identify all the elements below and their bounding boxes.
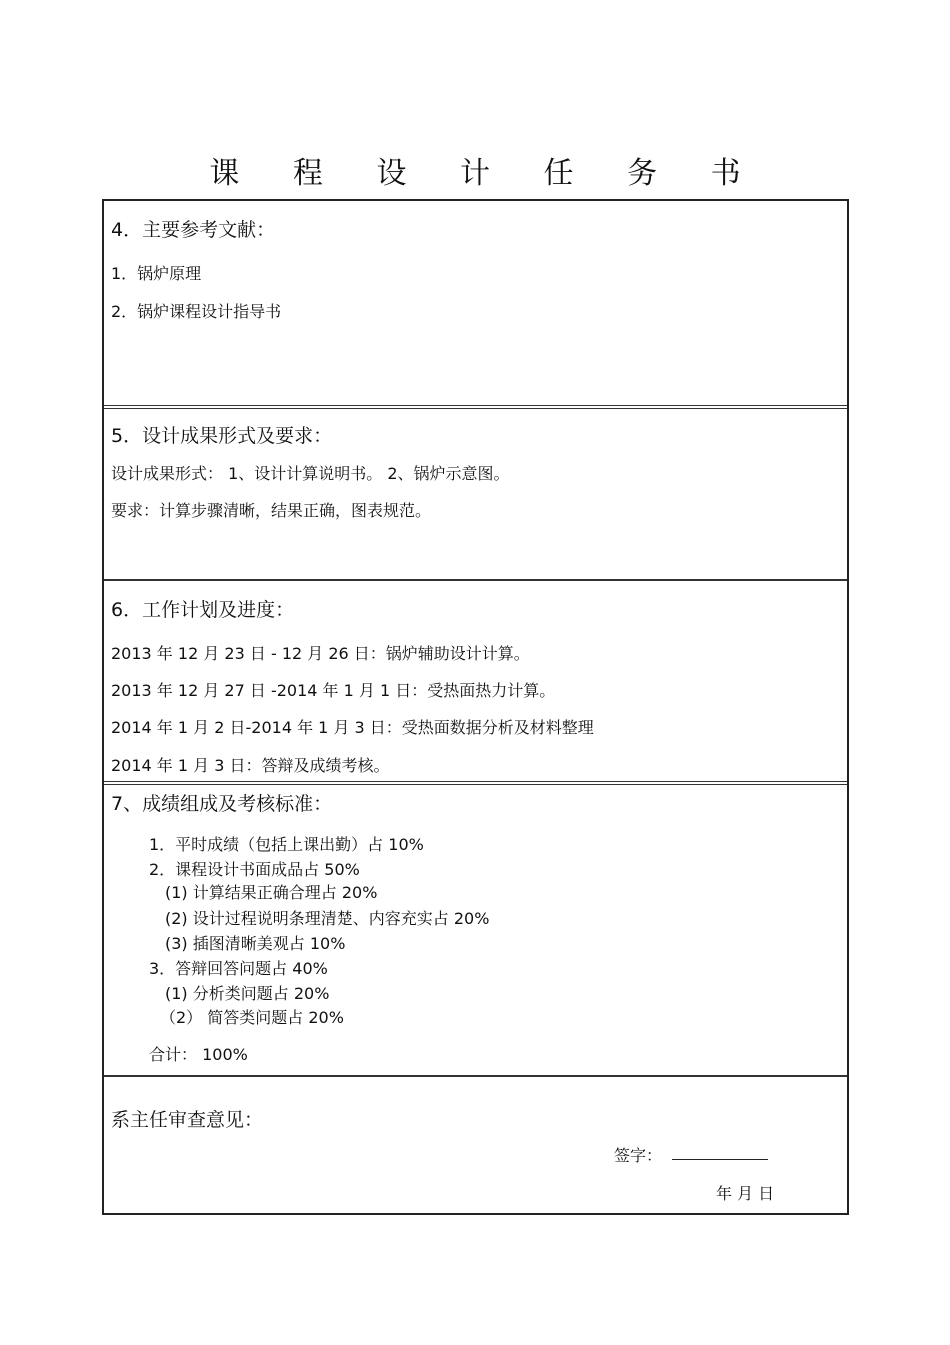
grading-item: 3．答辩回答问题占 40% [149,959,328,978]
grading-subitem: (1) 计算结果正确合理占 20% [165,883,378,902]
section-heading: 5．设计成果形式及要求： [111,425,333,447]
deliverable-requirements: 要求：计算步骤清晰，结果正确，图表规范。 [111,501,432,520]
section-heading: 4．主要参考文献： [111,219,276,241]
schedule-item: 2014 年 1 月 3 日：答辩及成绩考核。 [111,756,390,775]
section-references [104,201,847,406]
schedule-item: 2013 年 12 月 23 日 - 12 月 26 日：锅炉辅助设计计算。 [111,644,530,663]
schedule-item: 2013 年 12 月 27 日 -2014 年 1 月 1 日：受热面热力计算。 [111,681,556,700]
task-table [102,199,849,1215]
review-heading: 系主任审查意见： [111,1109,264,1131]
grading-item: 1．平时成绩（包括上课出勤）占 10% [149,835,424,854]
grading-subitem: (3) 插图清晰美观占 10% [165,934,346,953]
grading-subitem: （2） 简答类问题占 20% [160,1008,344,1027]
deliverable-form: 设计成果形式： 1、设计计算说明书。 2、锅炉示意图。 [111,464,510,483]
grading-item: 2．课程设计书面成品占 50% [149,860,360,879]
review-date: 年 月 日 [716,1184,775,1203]
reference-item: 2．锅炉课程设计指导书 [111,302,282,321]
section-deliverables [104,409,847,579]
section-heading: 6．工作计划及进度： [111,599,295,621]
signature-label: 签字： [614,1146,663,1165]
reference-item: 1．锅炉原理 [111,264,202,283]
section-review [104,1077,847,1213]
signature-line [672,1159,768,1160]
grading-total: 合计： 100% [149,1045,248,1064]
schedule-item: 2014 年 1 月 2 日-2014 年 1 月 3 日：受热面数据分析及材料整理 [111,718,594,737]
section-grading [104,785,847,1075]
page-title: 课 程 设 计 任 务 书 [209,156,763,191]
section-schedule [104,581,847,781]
grading-subitem: (1) 分析类问题占 20% [165,984,330,1003]
grading-subitem: (2) 设计过程说明条理清楚、内容充实占 20% [165,909,490,928]
section-heading: 7、成绩组成及考核标准： [111,793,333,815]
